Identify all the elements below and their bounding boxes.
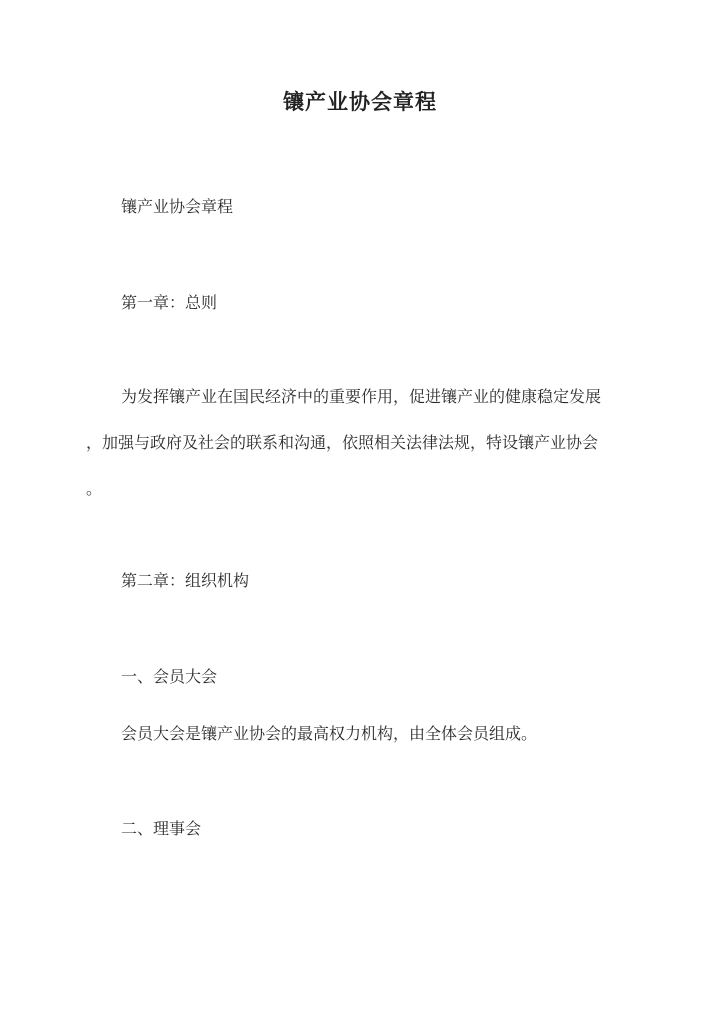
paragraph-line-3: 。 (86, 479, 103, 498)
chapter-1-heading: 第一章：总则 (121, 293, 218, 312)
document-subtitle: 镶产业协会章程 (121, 197, 234, 216)
section-2-heading: 二、理事会 (121, 819, 202, 838)
paragraph-line-2: ，加强与政府及社会的联系和沟通，依照相关法律法规，特设镶产业协会 (86, 433, 599, 452)
section-1-text: 会员大会是镶产业协会的最高权力机构，由全体会员组成。 (121, 724, 538, 743)
chapter-2-heading: 第二章：组织机构 (121, 571, 250, 590)
paragraph-line-1: 为发挥镶产业在国民经济中的重要作用，促进镶产业的健康稳定发展 (121, 387, 602, 406)
chapter-1-paragraph (86, 386, 636, 524)
document-title: 镶产业协会章程 (283, 89, 437, 114)
section-1-heading: 一、会员大会 (121, 667, 218, 686)
